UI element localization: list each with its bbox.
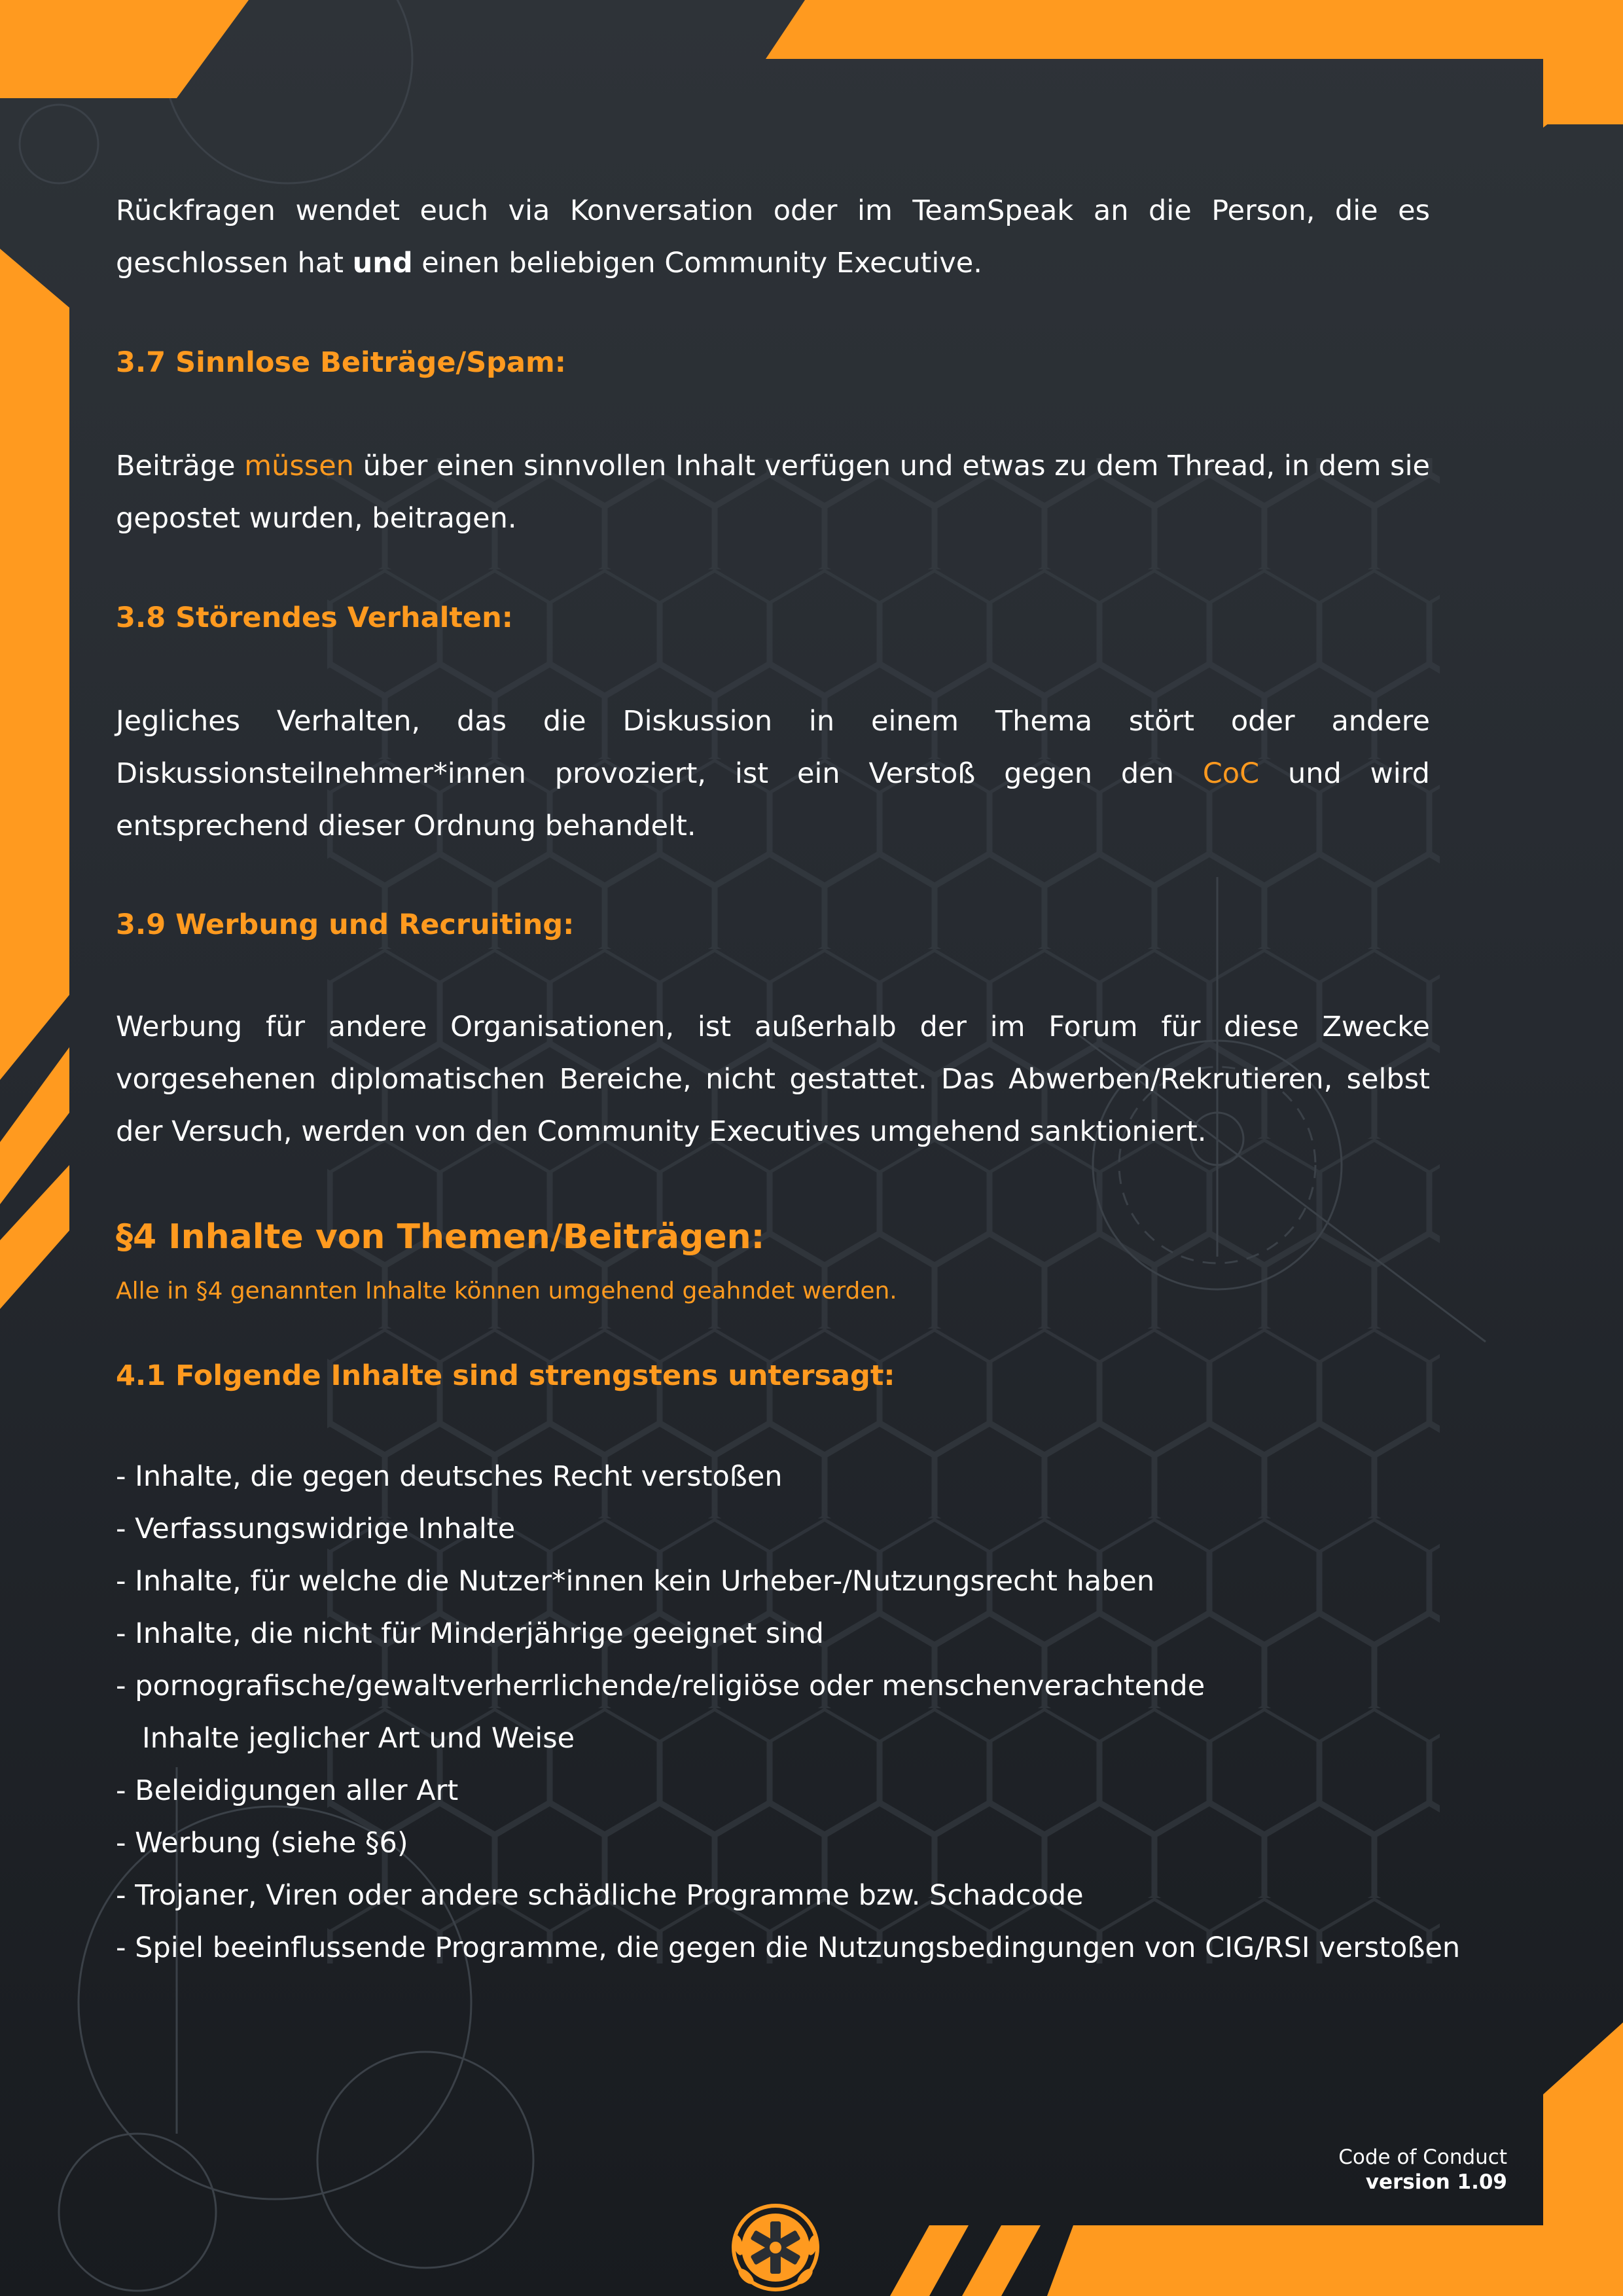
list-item: - Trojaner, Viren oder andere schädliche Programme bzw. Schadcode [116, 1879, 1084, 1912]
p38-text-part1: Jegliches Verhalten, das die Diskussion in einem Thema stört oder andere Diskussionsteilnehmer*innen provoziert, ist ein Verstoß gegen den [116, 705, 1430, 790]
paragraph-3-8 [116, 695, 1430, 852]
intro-text-part2: einen beliebigen Community Executive. [412, 247, 982, 279]
list-item: - Verfassungswidrige Inhalte [116, 1513, 516, 1545]
list-item: Inhalte jeglicher Art und Weise [142, 1722, 575, 1755]
p37-text-part2: über einen sinnvollen Inhalt verfügen und etwas zu dem Thread, in dem sie gepostet wurden, beitragen. [116, 450, 1430, 535]
heading-4-1: 4.1 Folgende Inhalte sind strengstens untersagt: [116, 1359, 895, 1392]
document-footer [1338, 2145, 1507, 2195]
paragraph-3-9: Werbung für andere Organisationen, ist außerhalb der im Forum für diese Zwecke vorgesehenen diplomatischen Bereiche, nicht gestattet. Das Abwerben/Rekrutieren, selbst der Versuch, werden von den Community Executives umgehend sanktioniert. [116, 1011, 1430, 1148]
section-4-note: Alle in §4 genannten Inhalte können umgehend geahndet werden. [116, 1278, 897, 1304]
intro-text-part1: Rückfragen wendet euch via Konversation oder im TeamSpeak an die Person, die es geschlossen hat [116, 194, 1430, 279]
heading-3-7: 3.7 Sinnlose Beiträge/Spam: [116, 346, 566, 379]
p38-highlight: CoC [1202, 757, 1260, 790]
list-item: - Werbung (siehe §6) [116, 1827, 408, 1859]
list-item: - Beleidigungen aller Art [116, 1774, 459, 1807]
intro-bold-word: und [352, 247, 413, 279]
heading-3-9: 3.9 Werbung und Recruiting: [116, 908, 575, 941]
list-item: - Inhalte, die nicht für Minderjährige geeignet sind [116, 1617, 824, 1650]
list-item: - pornografische/gewaltverherrlichende/religiöse oder menschenverachtende [116, 1670, 1205, 1702]
list-item: - Inhalte, für welche die Nutzer*innen kein Urheber-/Nutzungsrecht haben [116, 1565, 1155, 1598]
heading-3-8: 3.8 Störendes Verhalten: [116, 601, 513, 634]
star-of-life-wreath-emblem [726, 2199, 825, 2296]
footer-title: Code of Conduct [1338, 2145, 1507, 2169]
footer-version: version 1.09 [1365, 2170, 1507, 2194]
p38-text-part2: und wird entsprechend dieser Ordnung behandelt. [116, 757, 1430, 842]
p37-text-part1: Beiträge [116, 450, 245, 482]
list-item: - Inhalte, die gegen deutsches Recht verstoßen [116, 1460, 783, 1493]
p37-highlight: müssen [244, 450, 354, 482]
prohibited-content-list [116, 1450, 1460, 1974]
intro-paragraph [116, 185, 1430, 289]
paragraph-3-7 [116, 440, 1430, 545]
heading-section-4: §4 Inhalte von Themen/Beiträgen: [116, 1217, 765, 1257]
list-item: - Spiel beeinflussende Programme, die gegen die Nutzungsbedingungen von CIG/RSI verstoßen [116, 1931, 1461, 1964]
